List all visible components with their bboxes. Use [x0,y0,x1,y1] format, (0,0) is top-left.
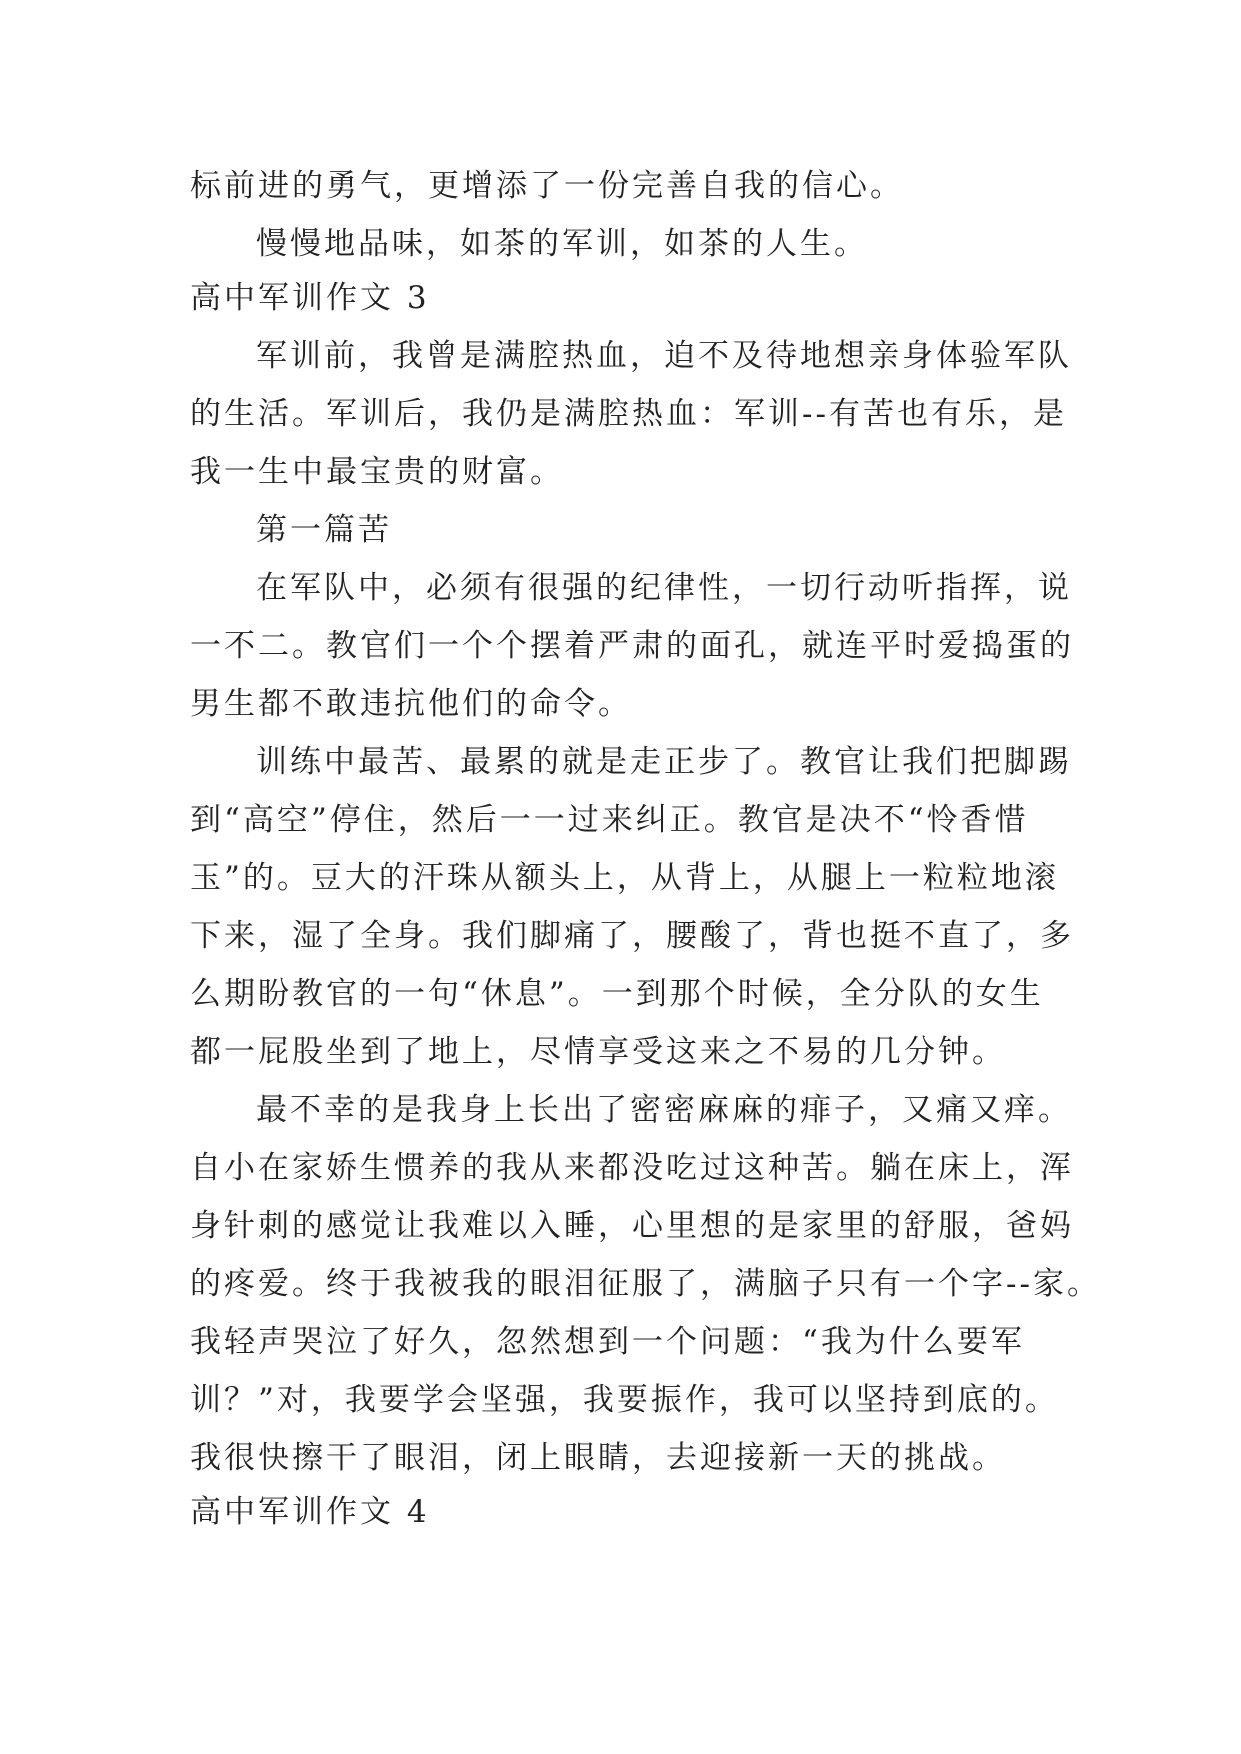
text-line: 下来，湿了全身。我们脚痛了，腰酸了，背也挺不直了，多 [190,918,1074,954]
text-line: 男生都不敢违抗他们的命令。 [190,686,632,722]
text-line: 玉”的。豆大的汗珠从额头上，从背上，从腿上一粒粒地滚 [190,860,1059,896]
text-line: 在军队中，必须有很强的纪律性，一切行动听指挥，说 [256,570,1072,606]
text-line: 的疼爱。终于我被我的眼泪征服了，满脑子只有一个字--家。 [190,1266,1101,1302]
text-line: 我很快擦干了眼泪，闭上眼睛，去迎接新一天的挑战。 [190,1440,1006,1476]
text-line: 我轻声哭泣了好久，忽然想到一个问题：“我为什么要军 [190,1324,1025,1360]
subsection-heading: 第一篇苦 [256,512,392,548]
text-line: 自小在家娇生惯养的我从来都没吃过这种苦。躺在床上，浑 [190,1150,1074,1186]
text-line: 的生活。军训后，我仍是满腔热血：军训--有苦也有乐，是 [190,396,1067,432]
text-line: 一不二。教官们一个个摆着严肃的面孔，就连平时爱捣蛋的 [190,628,1074,664]
text-line: 最不幸的是我身上长出了密密麻麻的痱子，又痛又痒。 [256,1092,1072,1128]
section-heading: 高中军训作文 3 [190,280,430,316]
text-line: 么期盼教官的一句“休息”。一到那个时候，全分队的女生 [190,976,1044,1012]
text-line: 慢慢地品味，如茶的军训，如茶的人生。 [256,226,868,262]
text-line: 训练中最苦、最累的就是走正步了。教官让我们把脚踢 [256,744,1072,780]
text-line: 我一生中最宝贵的财富。 [190,454,564,490]
text-line: 标前进的勇气，更增添了一份完善自我的信心。 [190,168,904,204]
text-line: 训？”对，我要学会坚强，我要振作，我可以坚持到底的。 [190,1382,1059,1418]
text-line: 身针刺的感觉让我难以入睡，心里想的是家里的舒服，爸妈 [190,1208,1074,1244]
text-line: 到“高空”停住，然后一一过来纠正。教官是决不“怜香惜 [190,802,1029,838]
section-heading: 高中军训作文 4 [190,1494,430,1530]
text-line: 都一屁股坐到了地上，尽情享受这来之不易的几分钟。 [190,1034,1006,1070]
text-line: 军训前，我曾是满腔热血，迫不及待地想亲身体验军队 [256,338,1072,374]
